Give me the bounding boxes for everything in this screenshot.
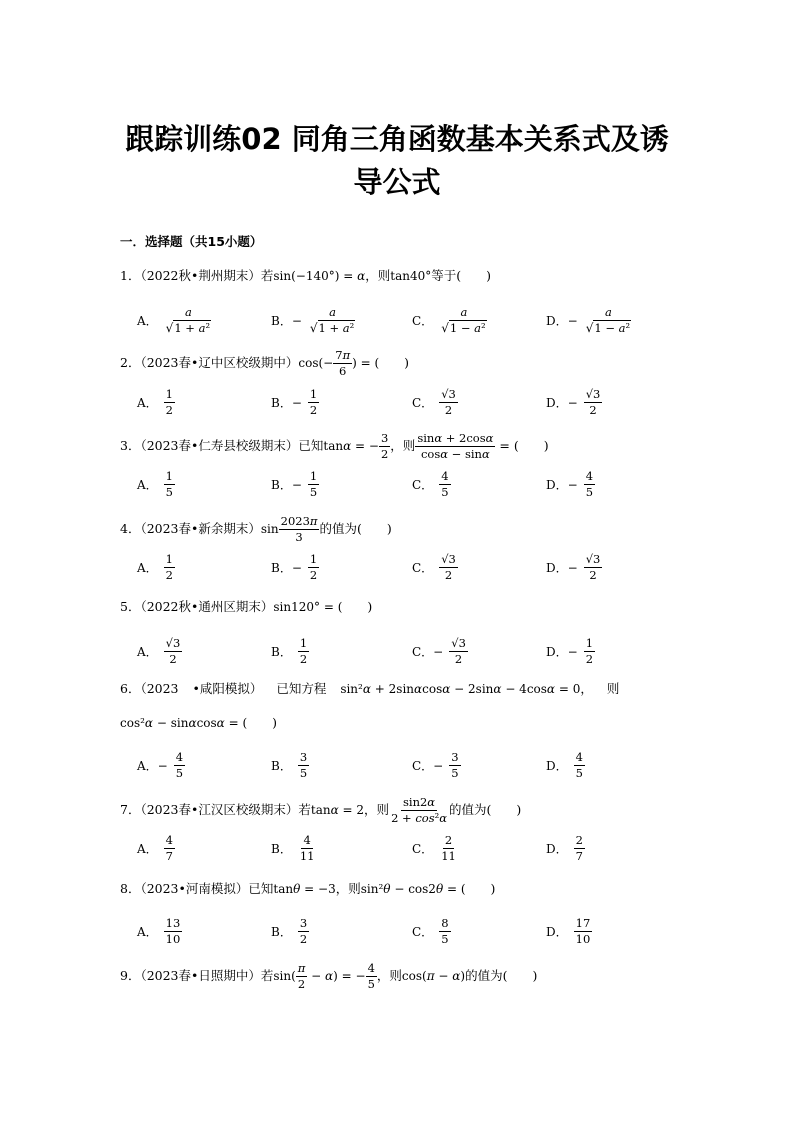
option-1a: A． a √1 + a² bbox=[137, 304, 211, 335]
option-1b: B．− $\frac{a}{\text{√1 + a²}}$ bbox=[271, 304, 355, 335]
option-3d: D．− $\frac{4}{5}$ bbox=[546, 468, 594, 499]
option-7b: B． 4 11 bbox=[271, 832, 315, 863]
options-2 bbox=[137, 382, 697, 422]
option-7d: D． 2 7 bbox=[546, 832, 583, 863]
option-5d: D．− $\frac{1}{2}$ bbox=[546, 635, 594, 666]
question-8: 8．（2023•河南模拟）已知tanθ = −3，则sin²θ − cos2θ = ( ) bbox=[120, 881, 496, 896]
options-7 bbox=[137, 828, 697, 868]
question-6-line-2: cos²α − sinαcosα = ( ) bbox=[120, 715, 278, 730]
option-3b: B．− $\frac{1}{5}$ bbox=[271, 468, 318, 499]
title-line-2: 导公式 bbox=[353, 165, 441, 199]
question-1: 1．（2022秋•荆州期末）若sin(−140°) = α，则tan40°等于( ) bbox=[120, 268, 491, 283]
option-2d: D．− $\frac{√3}{2}$ bbox=[546, 386, 601, 417]
option-6d: D． 4 5 bbox=[546, 749, 583, 780]
question-4: 4．（2023春•新余期末）sin $\frac{2023\pi}{3}$ 的值为( ) bbox=[120, 514, 392, 544]
option-3a: A． 1 5 bbox=[137, 468, 173, 499]
option-4b: B．− $\frac{1}{2}$ bbox=[271, 551, 318, 582]
question-5: 5．（2022秋•通州区期末）sin120° = ( ) bbox=[120, 599, 373, 614]
options-1 bbox=[137, 300, 697, 340]
option-5b: B． 1 2 bbox=[271, 635, 308, 666]
option-1c: C． a √1 − a² bbox=[412, 304, 486, 335]
options-5 bbox=[137, 631, 697, 671]
question-3: 3．（2023春•仁寿县校级期末）已知tanα = − $\frac{3}{2}$ ，则 $\frac{\sin\alpha + 2\cos\alpha}{\cos\alpha - \sin\alpha}$ = ( ) bbox=[120, 431, 549, 461]
question-7: 7．（2023春•江汉区校级期末）若tanα = 2，则 $\frac{\sin 2\alpha}{\text{2 + cos²α}}$ 的值为( ) bbox=[120, 795, 522, 825]
option-4a: A． 1 2 bbox=[137, 551, 173, 582]
question-2: 2．（2023春•辽中区校级期中）cos(− $\frac{7\pi}{6}$ ) = ( ) bbox=[120, 348, 410, 378]
option-2a: A． 1 2 bbox=[137, 386, 173, 417]
option-2b: B．− $\frac{1}{2}$ bbox=[271, 386, 318, 417]
option-6a: A．− $\frac{4}{5}$ bbox=[137, 749, 184, 780]
option-4d: D．− $\frac{√3}{2}$ bbox=[546, 551, 601, 582]
option-8b: B． 3 2 bbox=[271, 915, 308, 946]
options-3 bbox=[137, 464, 697, 504]
option-8c: C． 8 5 bbox=[412, 915, 449, 946]
option-2c: C． √3 2 bbox=[412, 386, 456, 417]
option-5a: A． √3 2 bbox=[137, 635, 181, 666]
options-4 bbox=[137, 547, 697, 587]
option-7a: A． 4 7 bbox=[137, 832, 173, 863]
option-1d: D．− $\frac{a}{\text{√1 − a²}}$ bbox=[546, 304, 631, 335]
question-9: 9．（2023春•日照期中）若sin( $\frac{\pi}{2}$ − α) = − $\frac{4}{5}$ ，则cos(π − α)的值为( ) bbox=[120, 961, 538, 991]
options-6 bbox=[137, 745, 697, 785]
section-heading: 一．选择题（共15小题） bbox=[120, 234, 263, 249]
question-6: 6．（2023 •咸阳模拟） 已知方程 sin²α + 2sinαcosα − 2sinα − 4cosα = 0， 则 bbox=[120, 681, 620, 696]
option-7c: C． 2 11 bbox=[412, 832, 456, 863]
option-3c: C． 4 5 bbox=[412, 468, 449, 499]
option-6b: B． 3 5 bbox=[271, 749, 308, 780]
page-title bbox=[60, 118, 734, 204]
option-4c: C． √3 2 bbox=[412, 551, 456, 582]
option-8d: D． 17 10 bbox=[546, 915, 591, 946]
options-8 bbox=[137, 911, 697, 951]
title-line-1: 跟踪训练02 同角三角函数基本关系式及诱 bbox=[125, 122, 669, 156]
option-6c: C．− $\frac{3}{5}$ bbox=[412, 749, 459, 780]
option-8a: A． 13 10 bbox=[137, 915, 181, 946]
option-5c: C．− $\frac{√3}{2}$ bbox=[412, 635, 466, 666]
